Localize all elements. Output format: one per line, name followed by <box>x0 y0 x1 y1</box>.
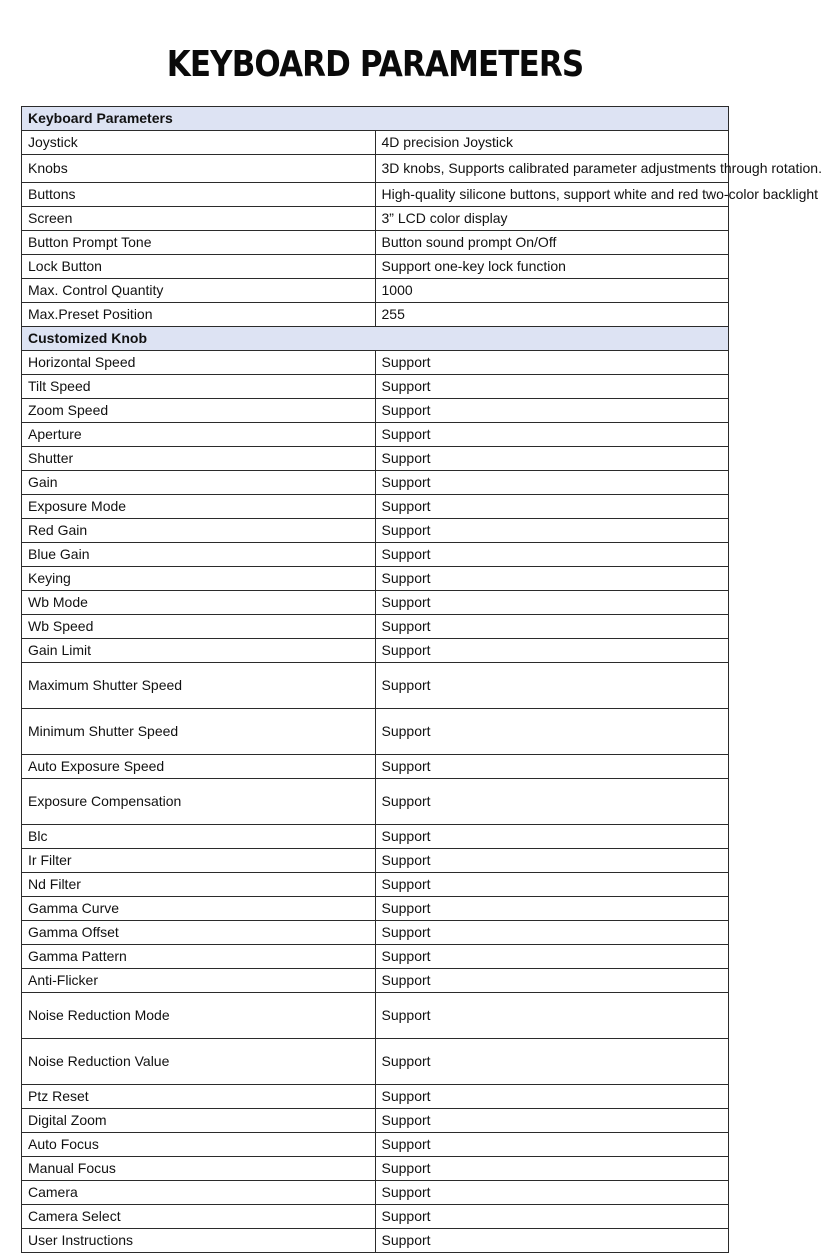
section-heading: Customized Knob <box>22 327 729 351</box>
row-value: Support <box>375 543 729 567</box>
table-row <box>22 1039 729 1085</box>
row-value: Support <box>375 969 729 993</box>
row-label: Red Gain <box>22 519 376 543</box>
row-label: Maximum Shutter Speed <box>22 663 376 709</box>
row-label: Manual Focus <box>22 1157 376 1181</box>
table-row <box>22 183 729 207</box>
table-row <box>22 495 729 519</box>
row-value: Support <box>375 1157 729 1181</box>
table-row <box>22 639 729 663</box>
table-row <box>22 279 729 303</box>
table-row <box>22 155 729 183</box>
row-label: Buttons <box>22 183 376 207</box>
row-value: Support <box>375 945 729 969</box>
row-label: Camera Select <box>22 1205 376 1229</box>
row-label: Keying <box>22 567 376 591</box>
row-value: Support <box>375 639 729 663</box>
row-value: Support <box>375 471 729 495</box>
row-label: Digital Zoom <box>22 1109 376 1133</box>
table-row <box>22 1181 729 1205</box>
row-label: Blc <box>22 825 376 849</box>
row-value: Support <box>375 779 729 825</box>
table-row <box>22 207 729 231</box>
row-value: Support <box>375 495 729 519</box>
row-label: Gain <box>22 471 376 495</box>
table-row <box>22 1109 729 1133</box>
row-label: Ptz Reset <box>22 1085 376 1109</box>
row-value: Support <box>375 1133 729 1157</box>
row-value: Support <box>375 375 729 399</box>
table-row <box>22 615 729 639</box>
row-label: Aperture <box>22 423 376 447</box>
row-value: Support <box>375 709 729 755</box>
table-row <box>22 1229 729 1253</box>
table-row <box>22 303 729 327</box>
row-label: Wb Speed <box>22 615 376 639</box>
table-row <box>22 897 729 921</box>
row-value: Support <box>375 591 729 615</box>
row-label: Gamma Offset <box>22 921 376 945</box>
row-value: 255 <box>375 303 729 327</box>
table-row <box>22 779 729 825</box>
page-title: KEYBOARD PARAMETERS <box>166 44 584 85</box>
row-label: Exposure Mode <box>22 495 376 519</box>
row-label: Joystick <box>22 131 376 155</box>
row-label: Minimum Shutter Speed <box>22 709 376 755</box>
row-value: Support <box>375 873 729 897</box>
table-row <box>22 131 729 155</box>
table-row <box>22 1157 729 1181</box>
row-label: Anti-Flicker <box>22 969 376 993</box>
row-label: Button Prompt Tone <box>22 231 376 255</box>
row-label: Camera <box>22 1181 376 1205</box>
table-row <box>22 825 729 849</box>
spec-table-body <box>22 107 822 1253</box>
row-label: Nd Filter <box>22 873 376 897</box>
table-row <box>22 1205 729 1229</box>
row-label: Shutter <box>22 447 376 471</box>
row-value: Support <box>375 921 729 945</box>
table-row <box>22 471 729 495</box>
table-row <box>22 351 729 375</box>
table-row <box>22 969 729 993</box>
table-row <box>22 375 729 399</box>
row-value: Support <box>375 1039 729 1085</box>
row-label: Exposure Compensation <box>22 779 376 825</box>
table-row <box>22 663 729 709</box>
row-value: Support <box>375 1181 729 1205</box>
row-label: Zoom Speed <box>22 399 376 423</box>
row-label: Lock Button <box>22 255 376 279</box>
row-value: Support <box>375 1085 729 1109</box>
row-value: Support <box>375 567 729 591</box>
table-row <box>22 567 729 591</box>
row-label: Ir Filter <box>22 849 376 873</box>
row-value: Support <box>375 897 729 921</box>
table-row <box>22 423 729 447</box>
table-row <box>22 255 729 279</box>
section-header-row <box>22 327 729 351</box>
row-label: Gamma Curve <box>22 897 376 921</box>
row-value: Support <box>375 519 729 543</box>
table-row <box>22 519 729 543</box>
row-label: Tilt Speed <box>22 375 376 399</box>
row-label: Gain Limit <box>22 639 376 663</box>
row-label: Max.Preset Position <box>22 303 376 327</box>
row-label: Auto Exposure Speed <box>22 755 376 779</box>
row-label: Knobs <box>22 155 376 183</box>
row-label: Auto Focus <box>22 1133 376 1157</box>
table-row <box>22 945 729 969</box>
table-row <box>22 591 729 615</box>
row-value: Support <box>375 755 729 779</box>
table-row <box>22 755 729 779</box>
row-value: Button sound prompt On/Off <box>375 231 729 255</box>
table-row <box>22 543 729 567</box>
row-value: Support <box>375 351 729 375</box>
section-header-row <box>22 107 729 131</box>
table-row <box>22 447 729 471</box>
row-value: Support <box>375 825 729 849</box>
row-value: 3” LCD color display <box>375 207 729 231</box>
row-value: Support <box>375 615 729 639</box>
table-row <box>22 921 729 945</box>
table-row <box>22 993 729 1039</box>
spec-table <box>21 106 822 1253</box>
table-row <box>22 709 729 755</box>
row-value: Support one-key lock function <box>375 255 729 279</box>
row-label: Noise Reduction Mode <box>22 993 376 1039</box>
row-label: Blue Gain <box>22 543 376 567</box>
row-label: Screen <box>22 207 376 231</box>
row-value: Support <box>375 663 729 709</box>
table-row <box>22 873 729 897</box>
section-heading: Keyboard Parameters <box>22 107 729 131</box>
row-value: 3D knobs, Supports calibrated parameter adjustments through rotation. <box>375 155 729 183</box>
table-row <box>22 399 729 423</box>
row-label: Wb Mode <box>22 591 376 615</box>
table-row <box>22 1133 729 1157</box>
row-value: 4D precision Joystick <box>375 131 729 155</box>
row-label: User Instructions <box>22 1229 376 1253</box>
table-row <box>22 1085 729 1109</box>
row-value: High-quality silicone buttons, support white and red two-color backlight <box>375 183 729 207</box>
row-label: Horizontal Speed <box>22 351 376 375</box>
row-value: Support <box>375 447 729 471</box>
row-value: Support <box>375 423 729 447</box>
row-value: Support <box>375 399 729 423</box>
row-value: Support <box>375 1229 729 1253</box>
row-value: Support <box>375 1205 729 1229</box>
row-value: Support <box>375 849 729 873</box>
row-value: Support <box>375 1109 729 1133</box>
table-row <box>22 849 729 873</box>
table-row <box>22 231 729 255</box>
row-value: Support <box>375 993 729 1039</box>
row-value: 1000 <box>375 279 729 303</box>
row-label: Gamma Pattern <box>22 945 376 969</box>
row-label: Max. Control Quantity <box>22 279 376 303</box>
row-label: Noise Reduction Value <box>22 1039 376 1085</box>
